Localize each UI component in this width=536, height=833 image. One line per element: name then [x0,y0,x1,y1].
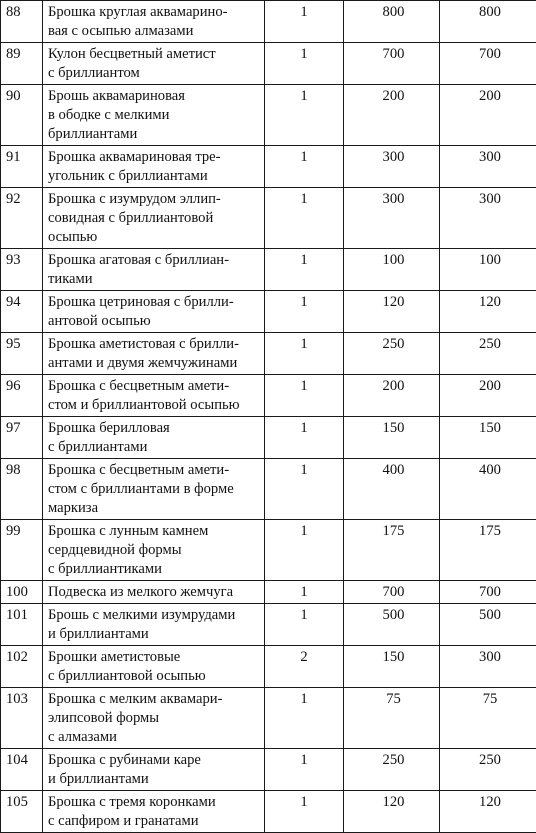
item-name-line: с бриллиантом [48,64,264,83]
price-value: 700 [379,45,405,64]
total-cell [440,417,536,459]
item-number-cell: 101 [1,604,43,646]
item-number-cell: 100 [1,581,43,604]
item-name-line: Брошка с мелким аквамари- [48,690,264,709]
item-name-line: Брошка с тремя коронками [48,793,264,812]
total-value: 300 [475,648,501,667]
price-cell [344,646,440,688]
item-number-cell: 88 [1,1,43,43]
item-name-cell [43,333,265,375]
quantity-cell: 1 [265,581,344,604]
item-name-cell [43,249,265,291]
item-name-line: Брошка круглая аквамарино- [48,3,264,22]
total-value: 200 [475,87,501,106]
item-name-cell [43,375,265,417]
total-cell [440,249,536,291]
total-cell [440,581,536,604]
price-value: 400 [379,461,405,480]
item-name-line: антами и двумя жемчужинами [48,354,264,373]
total-value: 500 [475,606,501,625]
table-row [1,43,536,85]
item-name-cell [43,688,265,749]
quantity-cell: 1 [265,749,344,791]
item-name-line: с бриллиантиками [48,560,264,579]
price-cell [344,459,440,520]
quantity-cell: 1 [265,1,344,43]
quantity-cell: 1 [265,459,344,520]
total-cell [440,43,536,85]
price-value: 700 [379,583,405,602]
total-value: 175 [475,522,501,541]
item-name-line: Брошка с изумрудом эллип- [48,190,264,209]
price-cell [344,375,440,417]
price-value: 800 [379,3,405,22]
item-name-line: тиками [48,270,264,289]
item-name-line: Брошка с бесцветным амети- [48,461,264,480]
price-value: 150 [379,419,405,438]
item-number-cell: 104 [1,749,43,791]
item-name-cell [43,1,265,43]
item-name-cell [43,604,265,646]
price-cell [344,1,440,43]
price-cell [344,333,440,375]
item-name-line: Брошка с бесцветным амети- [48,377,264,396]
price-cell [344,749,440,791]
item-name-line: Брошка агатовая с бриллиан- [48,251,264,270]
item-number-cell: 102 [1,646,43,688]
price-cell [344,604,440,646]
price-value: 250 [379,751,405,770]
item-name-line: совидная с бриллиантовой [48,209,264,228]
price-cell [344,417,440,459]
price-value: 200 [379,377,405,396]
price-value: 200 [379,87,405,106]
item-name-line: и бриллиантами [48,770,264,789]
total-cell [440,188,536,249]
item-name-line: стом с бриллиантами в форме [48,480,264,499]
quantity-cell: 1 [265,43,344,85]
table-row [1,85,536,146]
item-name-cell [43,749,265,791]
quantity-cell: 1 [265,604,344,646]
item-name-cell [43,291,265,333]
item-name-line: Подвеска из мелкого жемчуга [48,583,264,602]
item-name-line: осыпью [48,228,264,247]
item-number-cell: 105 [1,791,43,833]
total-value: 300 [475,148,501,167]
total-cell [440,749,536,791]
quantity-cell: 1 [265,291,344,333]
item-name-cell [43,146,265,188]
item-name-line: Кулон бесцветный аметист [48,45,264,64]
total-cell [440,291,536,333]
table-row [1,791,536,833]
table-row [1,417,536,459]
item-name-line: Брошь аквамариновая [48,87,264,106]
total-cell [440,520,536,581]
quantity-cell: 1 [265,188,344,249]
item-number-cell: 96 [1,375,43,417]
table-row [1,188,536,249]
price-cell [344,146,440,188]
price-value: 120 [379,793,405,812]
item-name-cell [43,43,265,85]
total-value: 700 [475,45,501,64]
price-cell [344,249,440,291]
total-value: 75 [479,690,498,709]
table-row [1,249,536,291]
table-row [1,459,536,520]
quantity-cell: 1 [265,688,344,749]
item-name-line: Брошка аквамариновая тре- [48,148,264,167]
item-name-cell [43,85,265,146]
item-number-cell: 94 [1,291,43,333]
total-value: 800 [475,3,501,22]
table-row [1,291,536,333]
table-row [1,146,536,188]
price-value: 300 [379,190,405,209]
table-body [1,1,536,833]
price-value: 250 [379,335,405,354]
total-cell [440,646,536,688]
item-name-line: Брошка берилловая [48,419,264,438]
quantity-cell: 1 [265,417,344,459]
quantity-cell: 1 [265,791,344,833]
item-name-line: с бриллиантами [48,438,264,457]
price-value: 500 [379,606,405,625]
price-value: 300 [379,148,405,167]
price-cell [344,291,440,333]
item-name-cell [43,188,265,249]
item-name-line: Брошка аметистовая с брилли- [48,335,264,354]
total-value: 250 [475,335,501,354]
item-name-cell [43,520,265,581]
total-value: 150 [475,419,501,438]
item-name-line: элипсовой формы [48,709,264,728]
item-name-line: маркиза [48,499,264,518]
item-name-line: сердцевидной формы [48,541,264,560]
total-cell [440,688,536,749]
table-row [1,604,536,646]
item-number-cell: 90 [1,85,43,146]
item-name-line: с алмазами [48,728,264,747]
total-value: 700 [475,583,501,602]
price-value: 120 [379,293,405,312]
price-value: 150 [379,648,405,667]
price-cell [344,188,440,249]
item-number-cell: 103 [1,688,43,749]
total-cell [440,459,536,520]
item-name-line: с сапфиром и гранатами [48,812,264,831]
total-cell [440,146,536,188]
table-row [1,749,536,791]
item-name-line: угольник с бриллиантами [48,167,264,186]
item-number-cell: 95 [1,333,43,375]
item-name-line: и бриллиантами [48,625,264,644]
item-name-line: в ободке с мелкими [48,106,264,125]
item-name-cell [43,459,265,520]
item-name-cell [43,791,265,833]
price-cell [344,581,440,604]
item-name-line: с бриллиантовой осыпью [48,667,264,686]
item-name-line: бриллиантами [48,125,264,144]
total-value: 120 [475,293,501,312]
quantity-cell: 2 [265,646,344,688]
quantity-cell: 1 [265,146,344,188]
total-value: 250 [475,751,501,770]
item-name-line: Брошка с лунным камнем [48,522,264,541]
item-number-cell: 99 [1,520,43,581]
item-name-line: антовой осыпью [48,312,264,331]
quantity-cell: 1 [265,333,344,375]
price-cell [344,85,440,146]
item-name-line: Брошка с рубинами каре [48,751,264,770]
item-name-line: Брошки аметистовые [48,648,264,667]
price-cell [344,688,440,749]
item-name-line: Брошь с мелкими изумрудами [48,606,264,625]
total-cell [440,1,536,43]
table-row [1,333,536,375]
total-cell [440,791,536,833]
quantity-cell: 1 [265,249,344,291]
total-value: 400 [475,461,501,480]
item-number-cell: 92 [1,188,43,249]
total-cell [440,604,536,646]
table-row [1,688,536,749]
item-number-cell: 97 [1,417,43,459]
price-value: 100 [379,251,405,270]
table-row [1,375,536,417]
total-cell [440,333,536,375]
item-number-cell: 91 [1,146,43,188]
item-name-cell [43,646,265,688]
total-value: 300 [475,190,501,209]
table-row [1,1,536,43]
quantity-cell: 1 [265,85,344,146]
item-name-line: Брошка цетриновая с брилли- [48,293,264,312]
item-name-line: стом и бриллиантовой осыпью [48,396,264,415]
total-value: 120 [475,793,501,812]
item-name-cell [43,417,265,459]
price-value: 175 [379,522,405,541]
quantity-cell: 1 [265,375,344,417]
quantity-cell: 1 [265,520,344,581]
table-row [1,520,536,581]
table-row [1,646,536,688]
item-number-cell: 93 [1,249,43,291]
item-name-line: вая с осыпью алмазами [48,22,264,41]
total-value: 200 [475,377,501,396]
item-number-cell: 89 [1,43,43,85]
price-cell [344,791,440,833]
price-cell [344,43,440,85]
item-name-cell [43,581,265,604]
total-cell [440,375,536,417]
table-row [1,581,536,604]
price-value: 75 [382,690,401,709]
total-value: 100 [475,251,501,270]
price-cell [344,520,440,581]
total-cell [440,85,536,146]
item-number-cell: 98 [1,459,43,520]
